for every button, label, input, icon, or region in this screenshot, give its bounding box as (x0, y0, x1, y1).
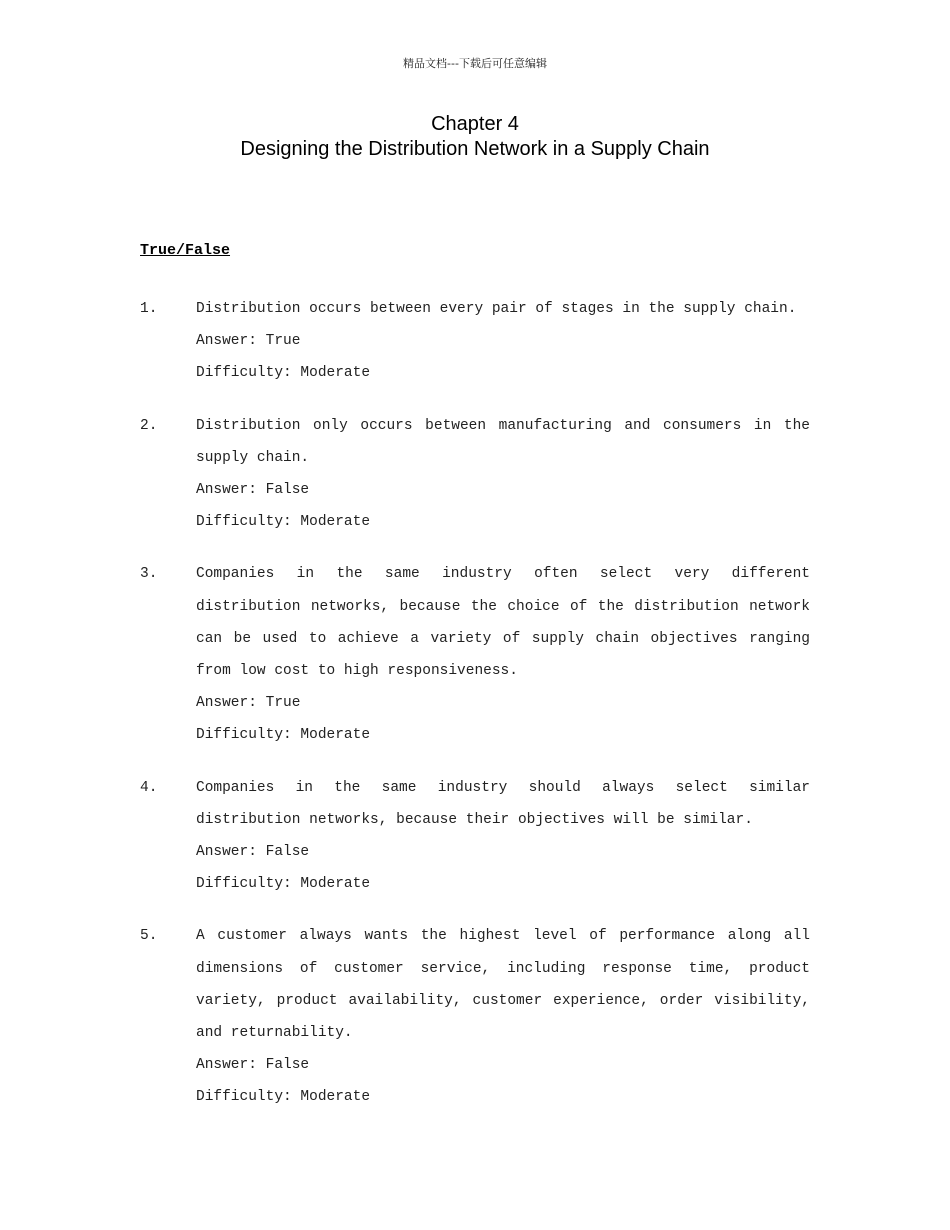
question-item (140, 558, 810, 751)
question-item (140, 410, 810, 539)
question-text: Companies in the same industry should always select similar distribution networks, because their objectives will be similar. (196, 779, 810, 828)
question-number: 5. (140, 928, 158, 945)
question-answer: Answer: False (196, 1057, 310, 1074)
question-answer: Answer: True (196, 333, 301, 350)
question-item (140, 920, 810, 1113)
chapter-number: Chapter 4 (431, 113, 519, 135)
question-difficulty: Difficulty: Moderate (196, 514, 371, 531)
question-number: 2. (140, 417, 158, 434)
question-list (140, 293, 810, 1134)
question-body (196, 293, 810, 390)
question-number: 3. (140, 566, 158, 583)
question-difficulty: Difficulty: Moderate (196, 876, 371, 893)
question-difficulty: Difficulty: Moderate (196, 727, 371, 744)
question-number: 4. (140, 779, 158, 796)
question-body (196, 920, 810, 1113)
question-number: 1. (140, 301, 158, 317)
question-item (140, 293, 810, 390)
question-text: Distribution only occurs between manufacturing and consumers in the supply chain. (196, 417, 810, 466)
question-difficulty: Difficulty: Moderate (196, 365, 371, 382)
question-answer: Answer: False (196, 482, 310, 499)
question-text: Companies in the same industry often select very different distribution networks, because the choice of the distribution network can be used to achieve a variety of supply chain objectives ranging from low cost to high responsiveness. (196, 566, 810, 680)
question-answer: Answer: True (196, 695, 301, 712)
question-body (196, 558, 810, 751)
question-answer: Answer: False (196, 844, 310, 861)
question-difficulty: Difficulty: Moderate (196, 1089, 371, 1106)
document-title (0, 112, 950, 162)
question-text: Distribution occurs between every pair of stages in the supply chain. (196, 301, 797, 317)
question-body (196, 772, 810, 901)
question-text: A customer always wants the highest level of performance along all dimensions of customer service, including response time, product variety, product availability, customer experience, order visibility, and returnability. (196, 928, 810, 1042)
question-body (196, 410, 810, 539)
chapter-title: Designing the Distribution Network in a Supply Chain (240, 138, 710, 160)
section-heading-true-false: True/False (140, 242, 231, 259)
header-note: 精品文档---下载后可任意编辑 (403, 57, 547, 70)
question-item (140, 772, 810, 901)
